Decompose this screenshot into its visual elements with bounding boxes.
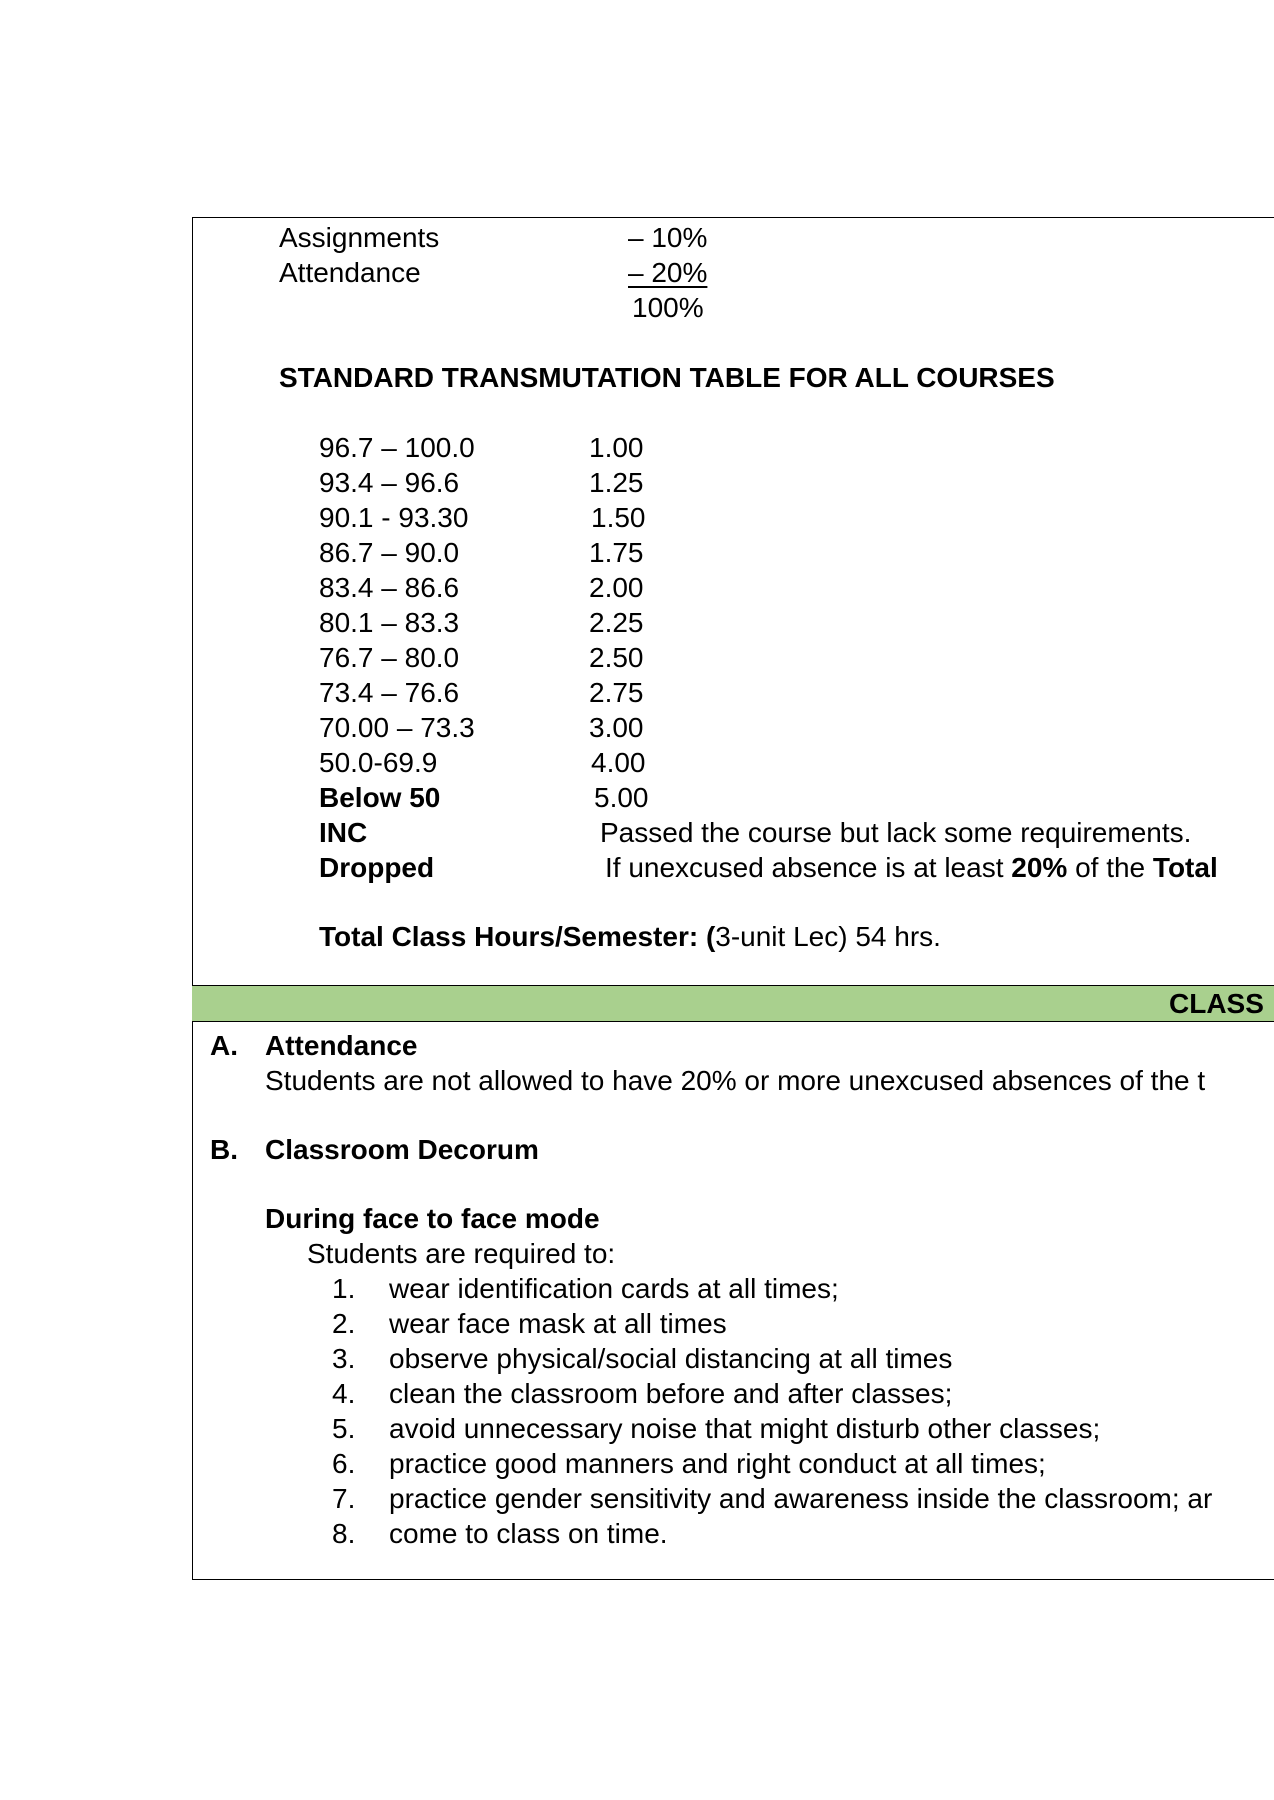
grade-value: 2.00 bbox=[589, 572, 644, 603]
grade-value: 1.50 bbox=[591, 502, 646, 533]
list-item: observe physical/social distancing at all times bbox=[389, 1343, 953, 1374]
grade-value: 3.00 bbox=[589, 712, 644, 743]
list-item-number: 2. bbox=[332, 1308, 356, 1339]
policy-b-intro: Students are required to: bbox=[307, 1238, 616, 1269]
grade-range: 90.1 - 93.30 bbox=[319, 502, 469, 533]
grade-value: 4.00 bbox=[591, 747, 646, 778]
list-item: come to class on time. bbox=[389, 1518, 668, 1549]
list-item: wear face mask at all times bbox=[389, 1308, 727, 1339]
policy-a-title: Attendance bbox=[265, 1030, 418, 1061]
policy-b-title: Classroom Decorum bbox=[265, 1134, 539, 1165]
grade-range: 96.7 – 100.0 bbox=[319, 432, 475, 463]
grade-range: Below 50 bbox=[319, 782, 441, 813]
grade-value: 1.00 bbox=[589, 432, 644, 463]
grade-range: 70.00 – 73.3 bbox=[319, 712, 475, 743]
list-item-number: 6. bbox=[332, 1448, 356, 1479]
list-item: avoid unnecessary noise that might disturb other classes; bbox=[389, 1413, 1101, 1444]
list-item-number: 4. bbox=[332, 1378, 356, 1409]
section-header-title: CLASS bbox=[1169, 988, 1264, 1019]
grade-value: 2.75 bbox=[589, 677, 644, 708]
grade-range: 80.1 – 83.3 bbox=[319, 607, 460, 638]
list-item-number: 8. bbox=[332, 1518, 356, 1549]
list-item: clean the classroom before and after classes; bbox=[389, 1378, 953, 1409]
policy-b-letter: B. bbox=[210, 1134, 238, 1165]
grade-value: Passed the course but lack some requirements. bbox=[600, 817, 1192, 848]
grading-value-attendance: – 20% bbox=[628, 257, 708, 288]
list-item-number: 1. bbox=[332, 1273, 356, 1304]
policy-b-subtitle: During face to face mode bbox=[265, 1203, 600, 1234]
grade-value: 2.50 bbox=[589, 642, 644, 673]
grade-range: INC bbox=[319, 817, 368, 848]
grading-total: 100% bbox=[632, 292, 704, 323]
grade-range: 50.0-69.9 bbox=[319, 747, 438, 778]
list-item: practice good manners and right conduct at all times; bbox=[389, 1448, 1046, 1479]
grade-range-dropped: Dropped bbox=[319, 852, 435, 883]
total-class-hours: Total Class Hours/Semester: (3-unit Lec) 54 hrs. bbox=[319, 921, 941, 952]
transmutation-title: STANDARD TRANSMUTATION TABLE FOR ALL COURSES bbox=[279, 362, 1055, 393]
policy-a-letter: A. bbox=[210, 1030, 238, 1061]
grade-value-dropped: If unexcused absence is at least 20% of the Total bbox=[605, 852, 1218, 883]
grade-range: 93.4 – 96.6 bbox=[319, 467, 460, 498]
grade-range: 76.7 – 80.0 bbox=[319, 642, 460, 673]
grade-range: 86.7 – 90.0 bbox=[319, 537, 460, 568]
list-item-number: 5. bbox=[332, 1413, 356, 1444]
grading-label-attendance: Attendance bbox=[279, 257, 421, 288]
list-item: wear identification cards at all times; bbox=[389, 1273, 839, 1304]
section-header-band bbox=[192, 985, 1274, 1022]
list-item-number: 7. bbox=[332, 1483, 356, 1514]
grading-value-assignments: – 10% bbox=[628, 222, 708, 253]
list-item-number: 3. bbox=[332, 1343, 356, 1374]
grade-value: 1.25 bbox=[589, 467, 644, 498]
list-item: practice gender sensitivity and awareness inside the classroom; ar bbox=[389, 1483, 1213, 1514]
grading-label-assignments: Assignments bbox=[279, 222, 440, 253]
grade-range: 83.4 – 86.6 bbox=[319, 572, 460, 603]
grade-range: 73.4 – 76.6 bbox=[319, 677, 460, 708]
grade-value: 2.25 bbox=[589, 607, 644, 638]
grade-value: 1.75 bbox=[589, 537, 644, 568]
grade-value: 5.00 bbox=[594, 782, 649, 813]
policy-a-text: Students are not allowed to have 20% or more unexcused absences of the t bbox=[265, 1065, 1206, 1096]
